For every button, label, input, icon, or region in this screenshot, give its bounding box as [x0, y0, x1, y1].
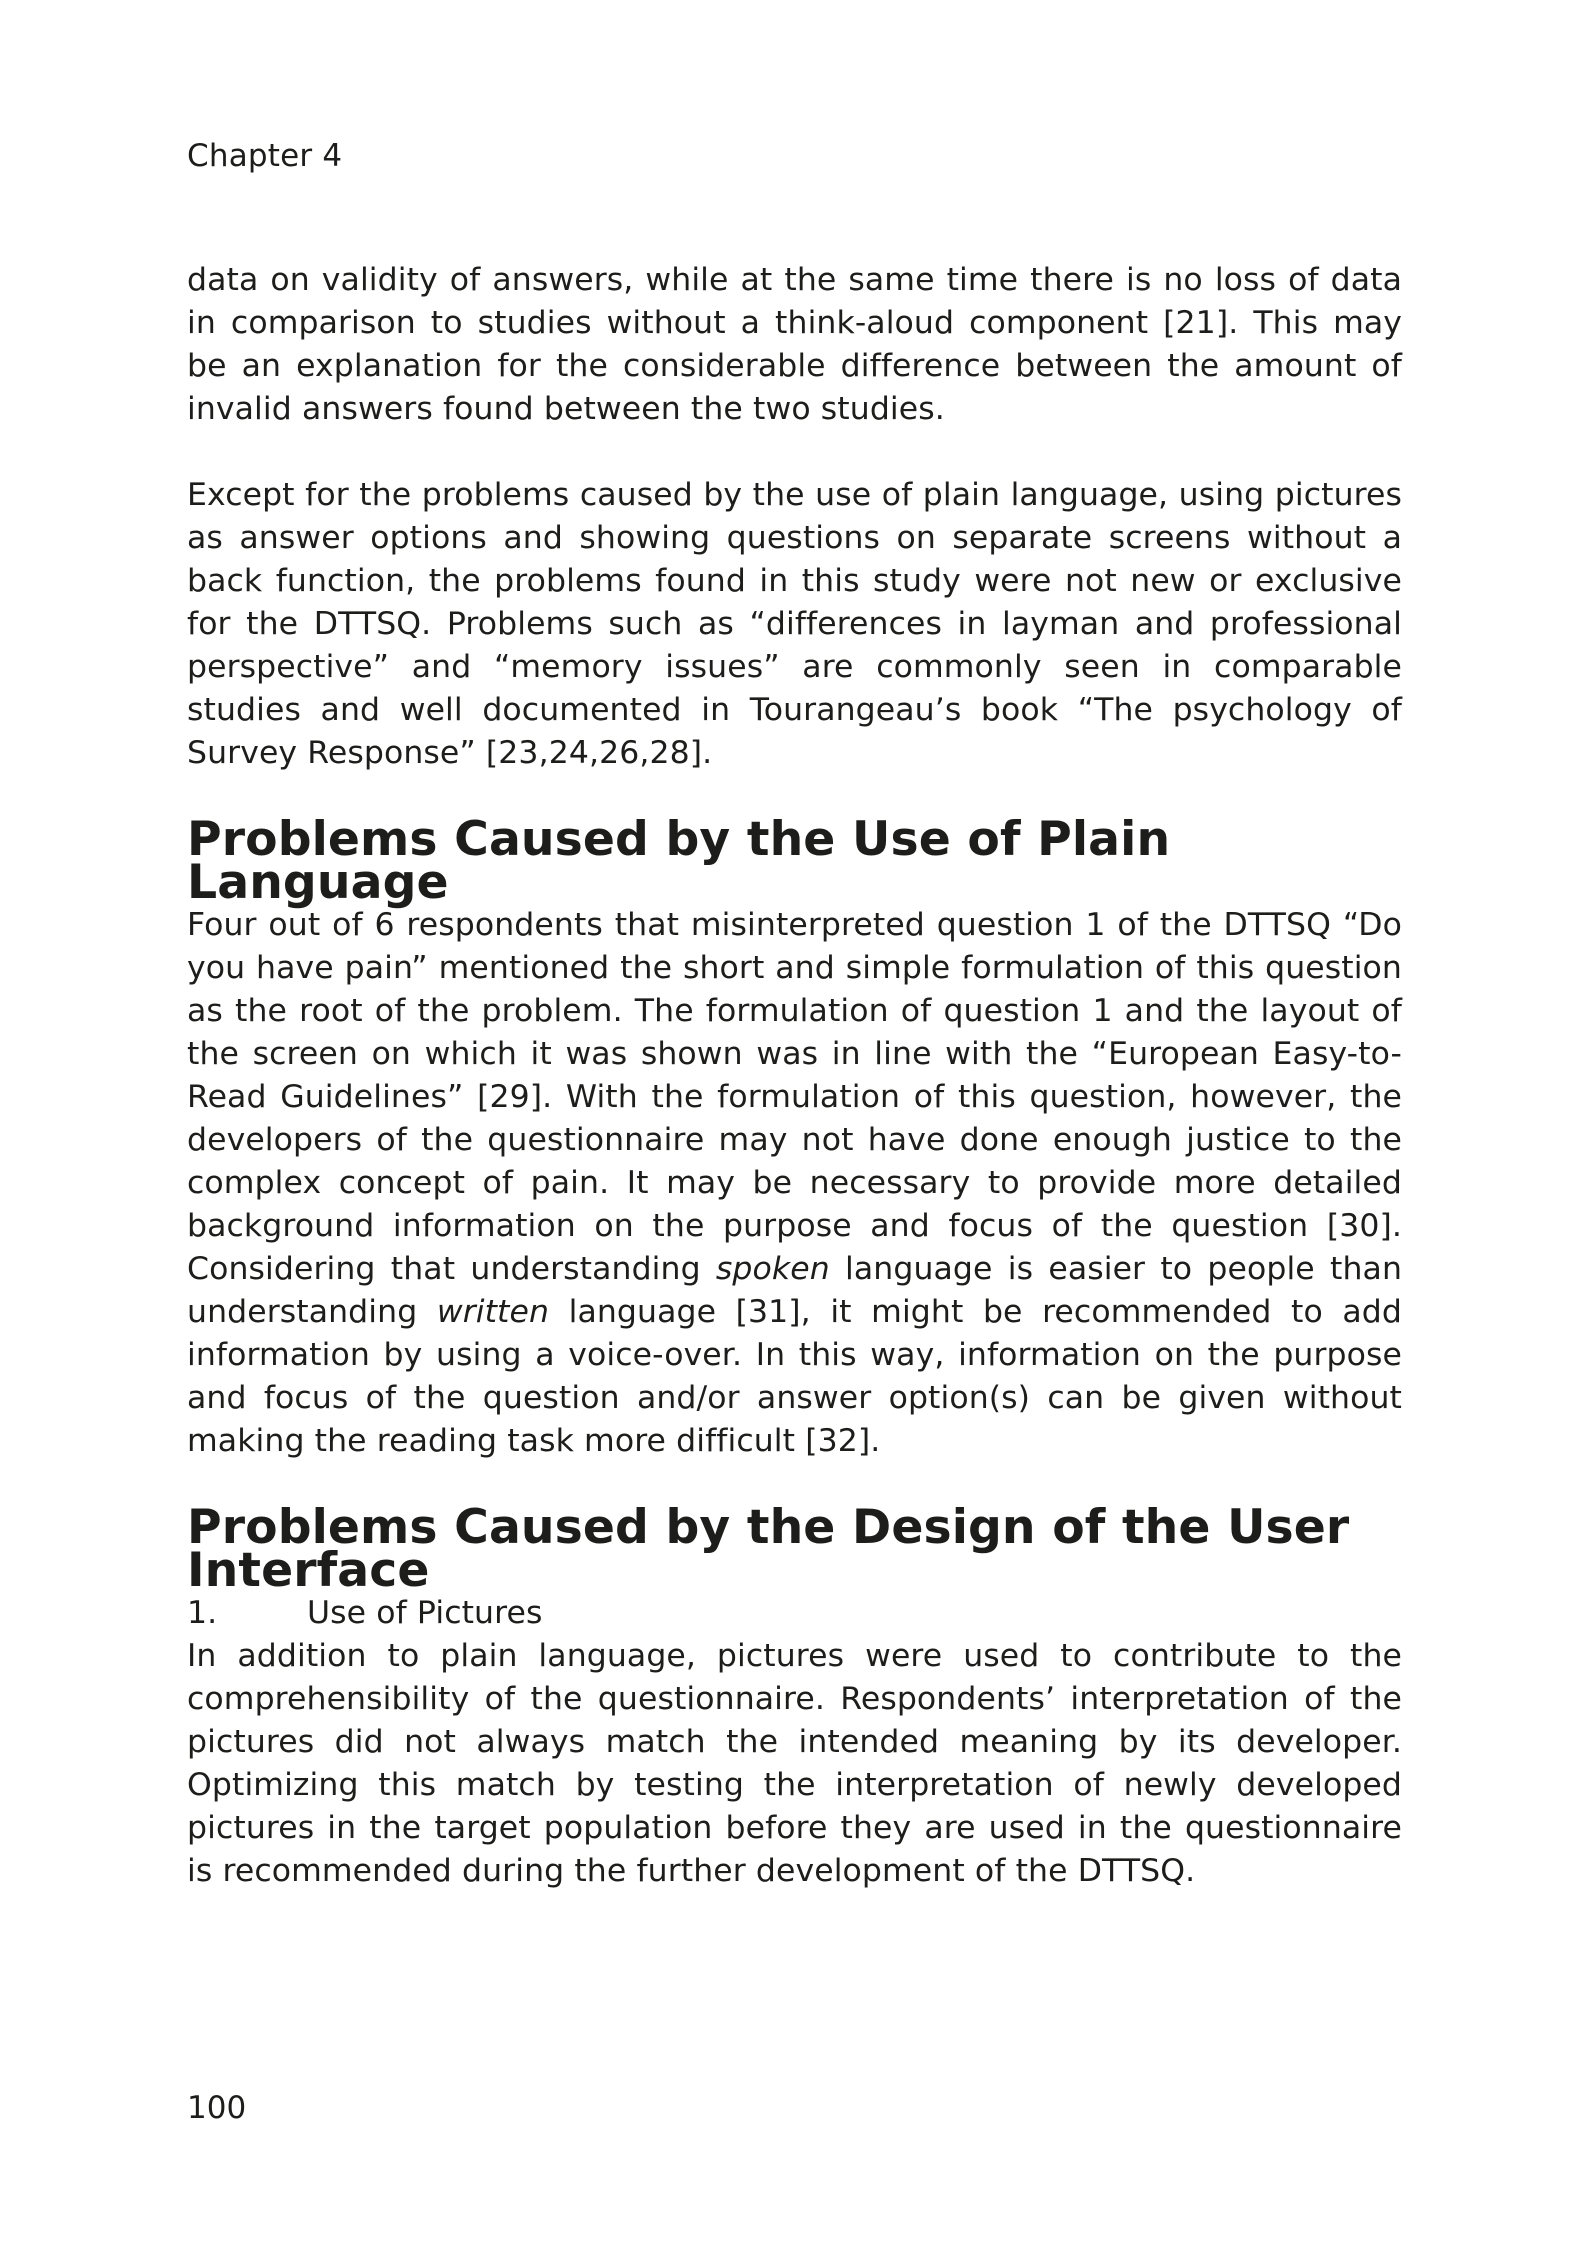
- page-body: [187, 259, 1402, 1893]
- page-number: 100: [187, 2090, 247, 2126]
- text-run: language is easier to people than understanding: [187, 1251, 1403, 1330]
- paragraph-plain-language: [187, 904, 1402, 1463]
- paragraph-spacer: [187, 431, 1402, 474]
- paragraph-use-of-pictures: In addition to plain language, pictures were used to contribute to the comprehensibility of the questionnaire. Respondents’ interpretation of the pictures did not always match the intended meaning by its developer. Optimizing this match by testing the interpretation of newly developed pictures in the target population before they are used in the questionnaire is recommended during the further development of the DTTSQ.: [187, 1638, 1402, 1889]
- text-run: language [31], it might be recommended to add information by using a voice-over. In this way, information on the purpose and focus of the question and/or answer option(s) can be given without making the reading task more difficult [32].: [187, 1294, 1402, 1459]
- subheading-use-of-pictures: [187, 1592, 1402, 1635]
- emphasis-spoken: spoken: [715, 1251, 830, 1287]
- emphasis-written: written: [436, 1294, 550, 1330]
- subheading-label: Use of Pictures: [307, 1595, 543, 1631]
- subheading-number: 1.: [187, 1595, 218, 1631]
- text-run: Four out of 6 respondents that misinterpreted question 1 of the DTTSQ “Do you have pain” mentioned the short and simple formulation of this question as the root of the problem. The formulation of question 1 and the layout of the screen on which it was shown was in line with the “European Easy-to-Read Guidelines” [29]. With the formulation of this question, however, the developers of the questionnaire may not have done enough justice to the complex concept of pain. It may be necessary to provide more detailed background information on the purpose and focus of the question [30]. Considering that understanding: [187, 907, 1402, 1287]
- section-heading-plain-language: Problems Caused by the Use of Plain Language: [187, 812, 1171, 910]
- paragraph-problems-found: Except for the problems caused by the use of plain language, using pictures as answer options and showing questions on separate screens without a back function, the problems found in this study were not new or exclusive for the DTTSQ. Problems such as “differences in layman and professional perspective” and “memory issues” are commonly seen in comparable studies and well documented in Tourangeau’s book “The psychology of Survey Response” [23,24,26,28].: [187, 477, 1402, 771]
- running-header-chapter: Chapter 4: [187, 138, 343, 174]
- paragraph-validity: data on validity of answers, while at the same time there is no loss of data in comparison to studies without a think-aloud component [21]. This may be an explanation for the considerable difference between the amount of invalid answers found between the two studies.: [187, 262, 1402, 427]
- section-heading-user-interface: Problems Caused by the Design of the User Interface: [187, 1500, 1350, 1598]
